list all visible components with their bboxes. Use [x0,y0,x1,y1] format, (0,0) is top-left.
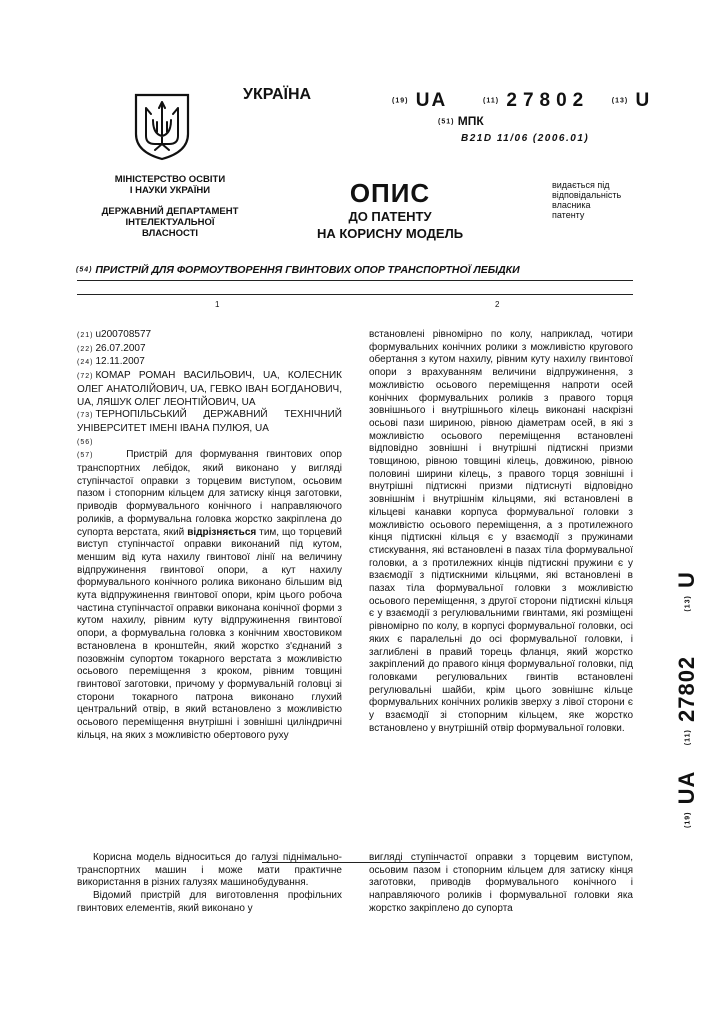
coat-of-arms-emblem [133,92,191,162]
department-line: ІНТЕЛЕКТУАЛЬНОЇ [125,217,215,228]
document-title: ОПИС [349,178,431,208]
bib-text: 26.07.2007 [95,342,146,354]
description-left [77,852,342,916]
claim-part: Пристрій для формування гвинтових опор транспортних лебідок, який виконано у вигляді ступінчастої оправки з торцевим виступом, осьовим пазом і стопорним кільцем для затиску кінця заготовки, приводів формувального конічного і направляючого роликів, а формувальна головка жорстко закріплена до супорта верстата, який [77,449,342,538]
issued-line: видається під [552,180,610,190]
claim-emphasis: відрізняється [187,526,257,538]
bib-entry [77,436,342,450]
inid-code: (56) [77,438,94,446]
patent-number: 27802 [506,90,590,111]
country-code: UA [674,771,699,805]
issued-line: патенту [552,210,585,220]
bib-entry [77,409,342,435]
side-publication-number [620,571,720,828]
inid-code: (54) [76,266,93,274]
divider [77,294,633,295]
bib-entry [77,356,342,370]
ministry-line: МІНІСТЕРСТВО ОСВІТИ [114,174,226,185]
ministry-line: І НАУКИ УКРАЇНИ [129,185,211,196]
side-number-rotated [674,571,700,828]
description-paragraph: Корисна модель відноситься до галузі піднімально-транспортних машин і може мати практичне використання в різних галузях машинобудування. [77,852,342,889]
divider [77,280,633,281]
patent-number: 27802 [674,655,699,723]
kind-code: U [674,571,699,588]
mpk-text: МПК [457,114,484,128]
department-line: ВЛАСНОСТІ [141,228,199,239]
bib-entry [77,370,342,409]
bib-text: u200708577 [95,329,152,340]
document-subtitle: НА КОРИСНУ МОДЕЛЬ [316,226,464,241]
inid-code: (57) [77,452,94,460]
mpk-label [438,114,484,128]
claim-text [77,449,342,742]
inid-code: (24) [77,359,94,367]
bib-entry [77,329,342,343]
claim-part: тим, що торцевий виступ ступінчастої оправки виконаний під кутом, меншим від кута нахилу гвинтової лінії на величину відпружинення гвинтової опори, а кут нахилу формувального конічного ролика виконано більшим від кута відпружинення гвинтової опори, крім цього робоча частина ступінчастої оправки виконана конічної форми з кутом нахилу, рівним куту відпружинення гвинтової опори, а формувальна головка з конічним хвостовиком встановлена в кронштейн, який жорстко з'єднаний з позовжнім супортом токарного верстата з можливістю осьового переміщення з кроком, рівним товщині гвинтової заготовки, причому у формувальній головці зі сторони токарного патрона виконано глухий центральний отвір, в який встановлено з можливістю осьового переміщення внутрішні і зовнішні циліндричні кільця, на яких з можливістю обертового руху [77,526,342,741]
column-number: 1 [215,300,220,309]
inid-code: (72) [77,373,94,381]
column-number: 2 [495,300,500,309]
bib-entry [77,343,342,357]
description-paragraph: Відомий пристрій для виготовлення профільних гвинтових елементів, який виконано у [77,890,342,914]
document-subtitle: ДО ПАТЕНТУ [348,209,432,224]
description-right [369,852,633,916]
issued-note [552,180,621,220]
inid-code: (13) [611,97,629,105]
publication-number [392,90,651,112]
country-code: UA [415,90,447,111]
inid-code: (11) [483,97,500,105]
kind-code: U [635,90,652,111]
inid-code: (73) [77,412,94,420]
inid-code: (11) [684,729,692,746]
invention-title-text: ПРИСТРІЙ ДЛЯ ФОРМОУТВОРЕННЯ ГВИНТОВИХ ОПОР ТРАНСПОРТНОЇ ЛЕБІДКИ [95,264,520,276]
inid-code: (22) [77,345,94,353]
ministry-name [100,174,240,196]
right-column [369,329,633,736]
invention-title [76,264,520,276]
inid-code: (19) [684,811,692,828]
left-column [77,329,342,743]
inid-code: (19) [392,97,409,105]
department-name [100,206,240,239]
inid-code: (21) [77,332,94,339]
bib-text: ТЕРНОПІЛЬСЬКИЙ ДЕРЖАВНИЙ ТЕХНІЧНИЙ УНІВЕРСИТЕТ ІМЕНІ ІВАНА ПУЛЮЯ, UA [77,409,342,434]
bib-text: 12.11.2007 [95,356,145,368]
ipc-classification: B21D 11/06 (2006.01) [461,133,590,144]
inid-code: (51) [438,118,455,126]
claim-continuation: встановлені рівномірно по колу, наприклад, чотири формувальних конічних ролики з можливістю кругового обертання з кутом нахилу, рівним куту нахилу гвинтової опори з врахуванням величини відпружинення, з можливістю осьового переміщення напроти осей конічних формувальних роликів з правого торця зовнішнього і внутрішнього кілець виконані наскрізні осьові пази шириною, рівною діаметрам осей, в які з можливістю осьового переміщення встановлені відповідно зовнішні і внутрішні підтискні призми товщиною, рівною товщині кілець, довжиною, рівною половині ширини кілець, з правого торця зовнішні і внутрішні підтискні призми підтиснуті відповідно зовнішнім і внутрішнім кільцями, які встановлені в кільцеві канавки корпуса формувальної головки з можливістю осьового переміщення, а з протилежного кінця підтискні кільця є у взаємодії з пружинами стискування, які встановлені в пазах тіла формувальної головки, а з протилежних кінців підтискні пружини є у взаємодії з підтискними кільцями, які встановлені в пазах тіла формувальної головки з можливістю осьового переміщення, з другої сторони підтискні кільця є у взаємодії з регулювальними гвинтами, які розміщені рівномірно по колу, в корпусі формувальної головки, осі яких є паралельні до осі формувальної головки, і заглиблені в правий торець фланця, який жорстко закріплений до правого кінця формувальної головки, під головками регулювальних гвинтів встановлені регулювальні шайби, крім цього зовнішнє кільце формувальних конічних роликів зверху з лівої сторони є у взаємодії зі стопорним кільцем, яке жорстко встановлено у внутрішній отвір формувальної головки. [369,329,633,734]
department-line: ДЕРЖАВНИЙ ДЕПАРТАМЕНТ [101,206,239,217]
inid-code: (13) [684,595,692,612]
issued-line: власника [552,200,591,210]
country-name: УКРАЇНА [243,86,312,103]
bib-text: КОМАР РОМАН ВАСИЛЬОВИЧ, UA, КОЛЕСНИК ОЛЕГ АНАТОЛІЙОВИЧ, UA, ГЕВКО ІВАН БОГДАНОВИЧ, UA, ЛЯШУК ОЛЕГ ЛЕОНТІЙОВИЧ, UA [77,370,342,408]
issued-line: відповідальність [552,190,622,200]
description-paragraph: вигляді ступінчастої оправки з торцевим виступом, осьовим пазом і стопорним кільцем для затиску кінця заготовки, приводів формувального конічного і направляючого роликів і формувальної головки яка жорстко закріплено до супорта [369,852,633,914]
